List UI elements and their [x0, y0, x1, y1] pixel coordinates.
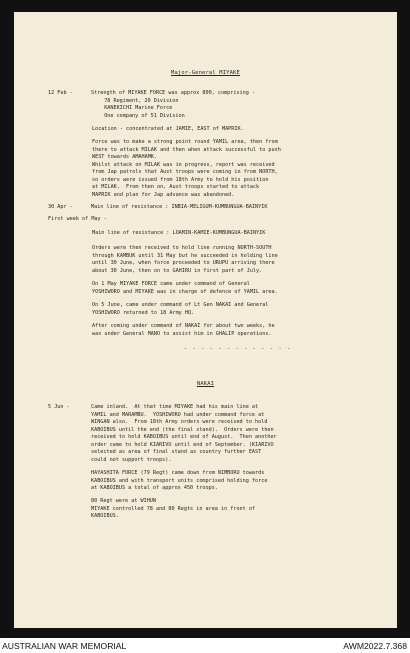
text-line: through KAMBUK until 31 May but he succeeded in holding line	[92, 252, 278, 259]
text-line: WEST towards AMAHAMK.	[92, 154, 157, 160]
text-line: KANEKICHI Marine Force	[98, 105, 173, 111]
text-line: HAYASHITA FORCE (79 Regt) came down from NIMBORU towards	[91, 470, 265, 476]
text-line: MIYAKE controlled 78 and 80 Regts in area in front of	[91, 505, 256, 512]
entry-date: 12 Feb -	[48, 90, 73, 96]
section-heading-miyake: Major-General MIYAKE	[171, 70, 240, 76]
text-line: After coming under command of NAKAI for about two weeks, he	[92, 323, 275, 329]
text-line: from Jap patrols that Aust troops were coming in from NORTH,	[92, 169, 278, 175]
text-line: Force was to make a strong point round YAMIL area, then from	[92, 139, 278, 145]
entry-date: 5 Jun -	[48, 404, 70, 410]
text-line: YOSHIWORO and MIYAKE was in charge of defence of YAMIL area.	[92, 288, 278, 295]
text-line: KABOIBUS until the end (the final stand). Orders were then	[91, 426, 274, 433]
text-line: KABOIBUS and with transport units comprised holding force	[91, 477, 268, 484]
section-separator: - - - - - - - - - - - - -	[184, 346, 292, 352]
text-line: MAPRIK and plan for Jap advance was abandoned.	[92, 191, 235, 198]
text-line: On 1 May MIYAKE FORCE came under command of General	[92, 281, 250, 287]
section-heading-nakai: NAKAI	[196, 381, 215, 387]
text-line: Came inland. At that time MIYAKE had his main line at	[91, 404, 259, 410]
text-line: was under General MANO to assist him in GHALIP operations.	[92, 330, 272, 337]
archive-footer	[0, 638, 410, 653]
text-line: YOSHIWORO returned to 18 Army HQ.	[92, 309, 195, 316]
text-line: Strength of MIYAKE FORCE was approx 800, comprising -	[91, 90, 256, 96]
entry-date: 30 Apr -	[48, 204, 73, 210]
text-line: at KABOIBUS a total of approx 450 troops.	[91, 485, 218, 491]
archive-name: AUSTRALIAN WAR MEMORIAL	[2, 641, 127, 651]
text-line: YAMIL and MARAMBU. YOSHIWORO had under command force at	[91, 411, 265, 418]
text-line: at MILAK. From then on, Aust troops started to attack	[92, 184, 260, 190]
text-line: Main line of resistance : LOAMIN-KAMIE-KUMBUNGUA-BAINYIK	[92, 230, 266, 236]
text-line: One company of 51 Division	[98, 112, 185, 119]
text-line: On 5 June, came under command of Lt Gen NAKAI and General	[92, 302, 269, 308]
text-line: could not support troops).	[91, 456, 172, 463]
text-line: 80 Regt were at WIHUN	[91, 498, 156, 504]
text-line: order came to hold KIARIVU until end of September. (KIARIVU	[91, 441, 274, 448]
text-line: WINGAN also. From 18th Army orders were received to hold	[91, 419, 268, 425]
text-line: so orders were issued from 18th Army to hold his position	[92, 176, 269, 183]
document-page	[14, 12, 397, 628]
text-line: about 30 June, then on to GAHIRU in first part of July.	[92, 267, 263, 274]
text-line: Location - concentrated at JAMIE, EAST of MAPRIK.	[92, 126, 244, 132]
archive-reference: AWM2022.7.368	[343, 641, 407, 651]
text-line: Main line of resistance : INBIA-MELIGUM-KUMBUNGUA-BAINYIK	[91, 204, 268, 210]
text-line: Whilst attack on MILAK was in progress, report was received	[92, 161, 275, 168]
text-line: KABOIBUS.	[91, 513, 119, 519]
text-line: there to attack MILAK and then when attack successful to push	[92, 146, 281, 153]
text-line: until 30 June, when force proceeded to URUPU arriving there	[92, 260, 275, 266]
text-line: 78 Regiment, 20 Division	[98, 97, 179, 104]
text-line: received to hold KABOIBUS until end of August. Then another	[91, 434, 277, 440]
entry-date: First week of May -	[48, 216, 107, 222]
text-line: selected as area of final stand as country further EAST	[91, 449, 262, 455]
text-line: Orders were then received to hold line running NORTH-SOUTH	[92, 245, 272, 251]
